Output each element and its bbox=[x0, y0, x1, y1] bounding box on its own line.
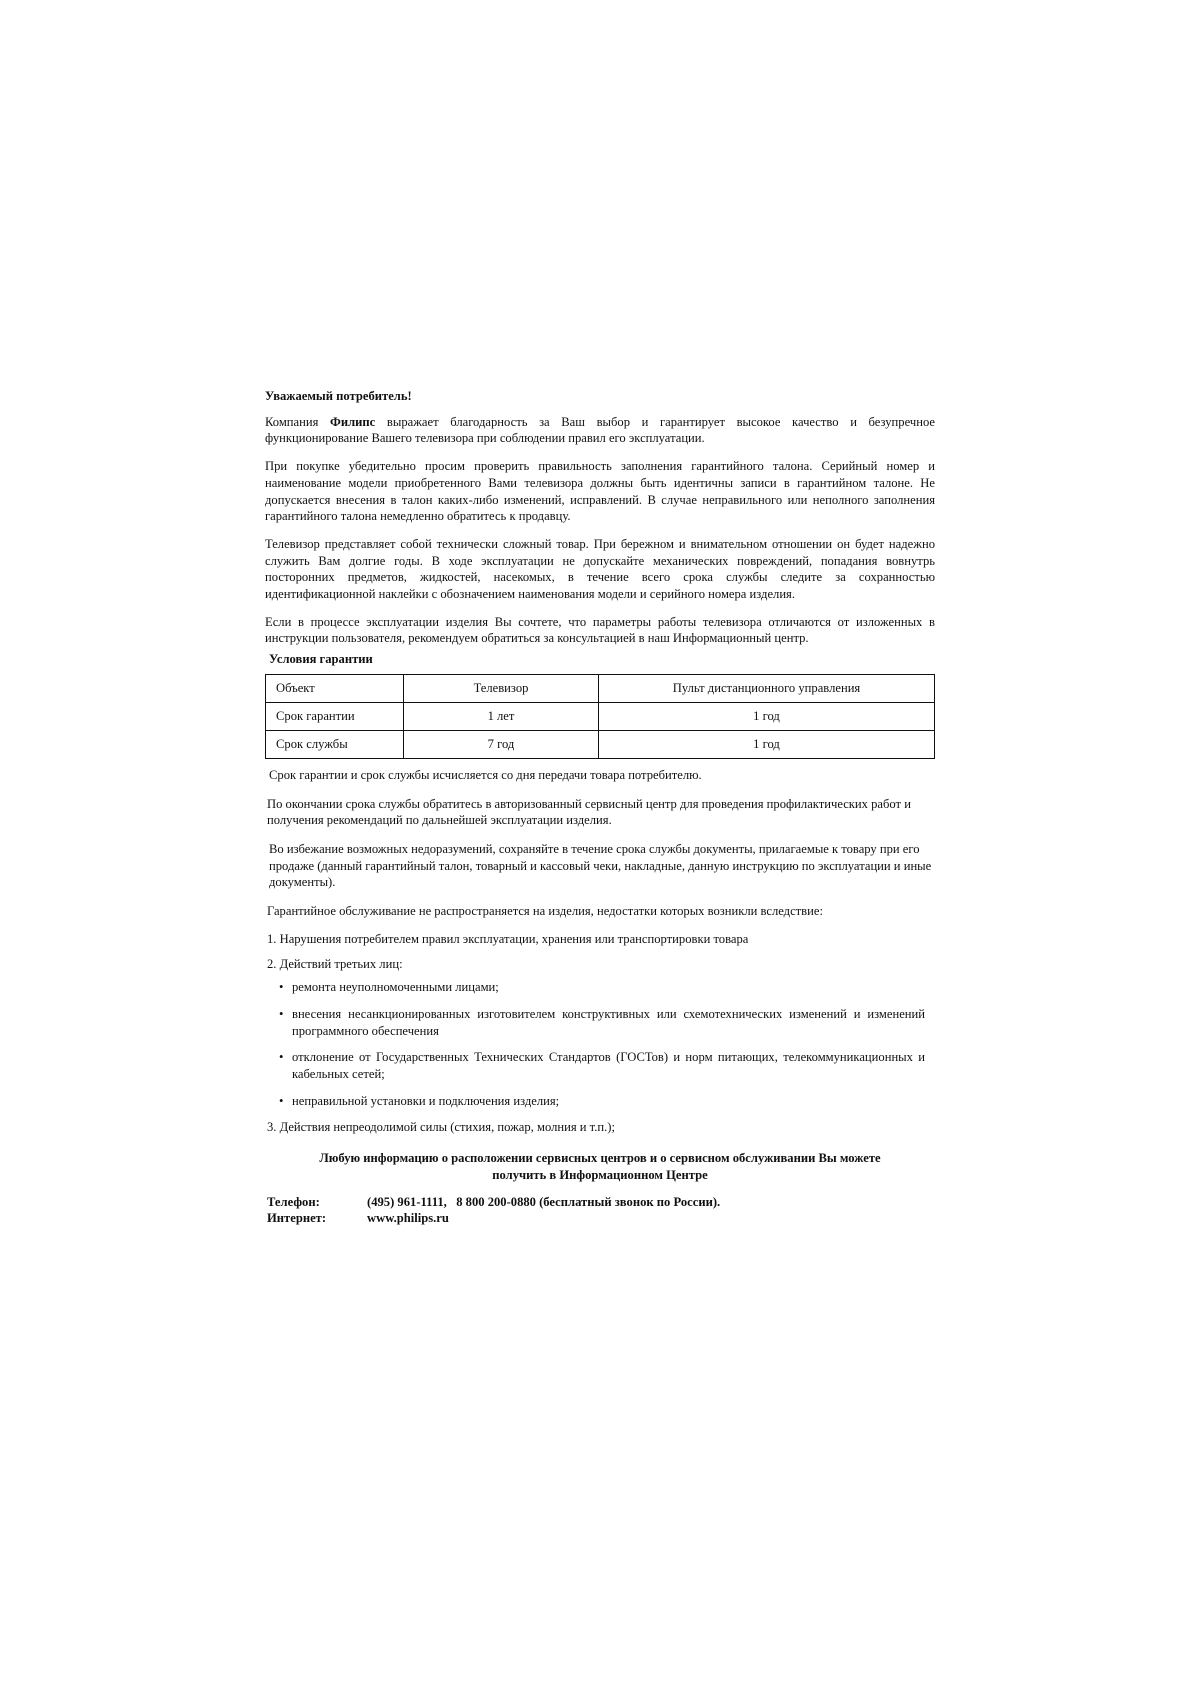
info-center-title-line2: получить в Информационном Центре bbox=[492, 1167, 708, 1182]
warranty-period-note: Срок гарантии и срок службы исчисляется со дня передачи товара потребителю. bbox=[269, 767, 702, 782]
table-row bbox=[266, 702, 935, 730]
table-cell: Телевизор bbox=[404, 674, 599, 702]
list-item: 1. Нарушения потребителем правил эксплуатации, хранения или транспортировки товара bbox=[267, 931, 749, 946]
greeting-heading: Уважаемый потребитель! bbox=[265, 389, 412, 403]
warranty-document bbox=[265, 388, 935, 1227]
intro-pre: Компания bbox=[265, 414, 331, 429]
list-item: • отклонение от Государственных Технических Стандартов (ГОСТов) и норм питающих, телекоммуникационных и кабельных сетей; bbox=[279, 1049, 925, 1082]
list-item: 3. Действия непреодолимой силы (стихия, пожар, молния и т.п.); bbox=[267, 1120, 615, 1135]
table-cell: 1 лет bbox=[404, 702, 599, 730]
list-item: • ремонта неуполномоченными лицами; bbox=[279, 979, 925, 996]
exclusions-intro: Гарантийное обслуживание не распространяется на изделия, недостатки которых возникли вследствие: bbox=[267, 904, 823, 919]
table-row bbox=[266, 730, 935, 758]
phone-row bbox=[267, 1194, 935, 1211]
website-label: Интернет: bbox=[267, 1211, 327, 1226]
list-item bbox=[267, 956, 935, 1109]
exclusions-list bbox=[265, 931, 935, 1136]
warranty-conditions-title: Условия гарантии bbox=[269, 652, 373, 667]
warranty-table bbox=[265, 674, 935, 759]
intro-paragraph bbox=[265, 414, 935, 447]
table-cell: 1 год bbox=[599, 702, 935, 730]
table-header-row bbox=[266, 674, 935, 702]
phone-value: (495) 961-1111, 8 800 200-0880 (бесплатный звонок по России). bbox=[367, 1194, 721, 1209]
service-life-end-paragraph: По окончании срока службы обратитесь в авторизованный сервисный центр для проведения профилактических работ и получения рекомендаций по дальнейшей эксплуатации изделия. bbox=[267, 796, 911, 828]
website-row bbox=[267, 1210, 935, 1227]
keep-documents-paragraph: Во избежание возможных недоразумений, сохраняйте в течение срока службы документы, прилагаемые к товару при его продаже (данный гарантийный талон, товарный и кассовый чеки, накладные, данную инструкцию по эксплуатации и иные документы). bbox=[269, 841, 932, 890]
table-cell: Объект bbox=[266, 674, 404, 702]
list-item-label: 2. Действий третьих лиц: bbox=[267, 957, 403, 972]
info-center-title bbox=[265, 1150, 935, 1183]
brand-name: Филипс bbox=[330, 414, 376, 429]
check-coupon-paragraph: При покупке убедительно просим проверить правильность заполнения гарантийного талона. Серийный номер и наименование модели приобретенного Вами телевизора должны быть идентичны записи в гарантийном талоне. Не допускается внесения в талон каких-либо изменений, исправлений. В случае неправильного или неполного заполнения гарантийного талона немедленно обратитесь к продавцу. bbox=[265, 459, 935, 524]
intro-post: выражает благодарность за Ваш выбор и гарантирует высокое качество и безупречное функционирование Вашего телевизора при соблюдении правил его эксплуатации. bbox=[265, 414, 935, 446]
website-link[interactable]: www.philips.ru bbox=[367, 1211, 449, 1226]
list-item: • неправильной установки и подключения изделия; bbox=[279, 1093, 925, 1110]
third-party-sublist bbox=[267, 979, 935, 1109]
info-center-advice-paragraph: Если в процессе эксплуатации изделия Вы сочтете, что параметры работы телевизора отличаются от изложенных в инструкции пользователя, рекомендуем обратиться за консультацией в наш Информационный центр. bbox=[265, 614, 935, 646]
table-cell: Срок службы bbox=[266, 730, 404, 758]
table-cell: Пульт дистанционного управления bbox=[599, 674, 935, 702]
table-cell: 1 год bbox=[599, 730, 935, 758]
table-cell: 7 год bbox=[404, 730, 599, 758]
info-center-title-line1: Любую информацию о расположении сервисных центров и о сервисном обслуживании Вы можете bbox=[319, 1151, 881, 1166]
phone-label: Телефон: bbox=[267, 1194, 320, 1209]
table-cell: Срок гарантии bbox=[266, 702, 404, 730]
product-care-paragraph: Телевизор представляет собой технически сложный товар. При бережном и внимательном отношении он будет надежно служить Вам долгие годы. В ходе эксплуатации не допускайте механических повреждений, попадания вовнутрь посторонних предметов, жидкостей, насекомых, в течение всего срока службы следите за сохранностью идентификационной наклейки с обозначением наименования модели и серийного номера изделия. bbox=[265, 536, 935, 602]
list-item: • внесения несанкционированных изготовителем конструктивных или схемотехнических изменений и изменений программного обеспечения bbox=[279, 1006, 925, 1039]
